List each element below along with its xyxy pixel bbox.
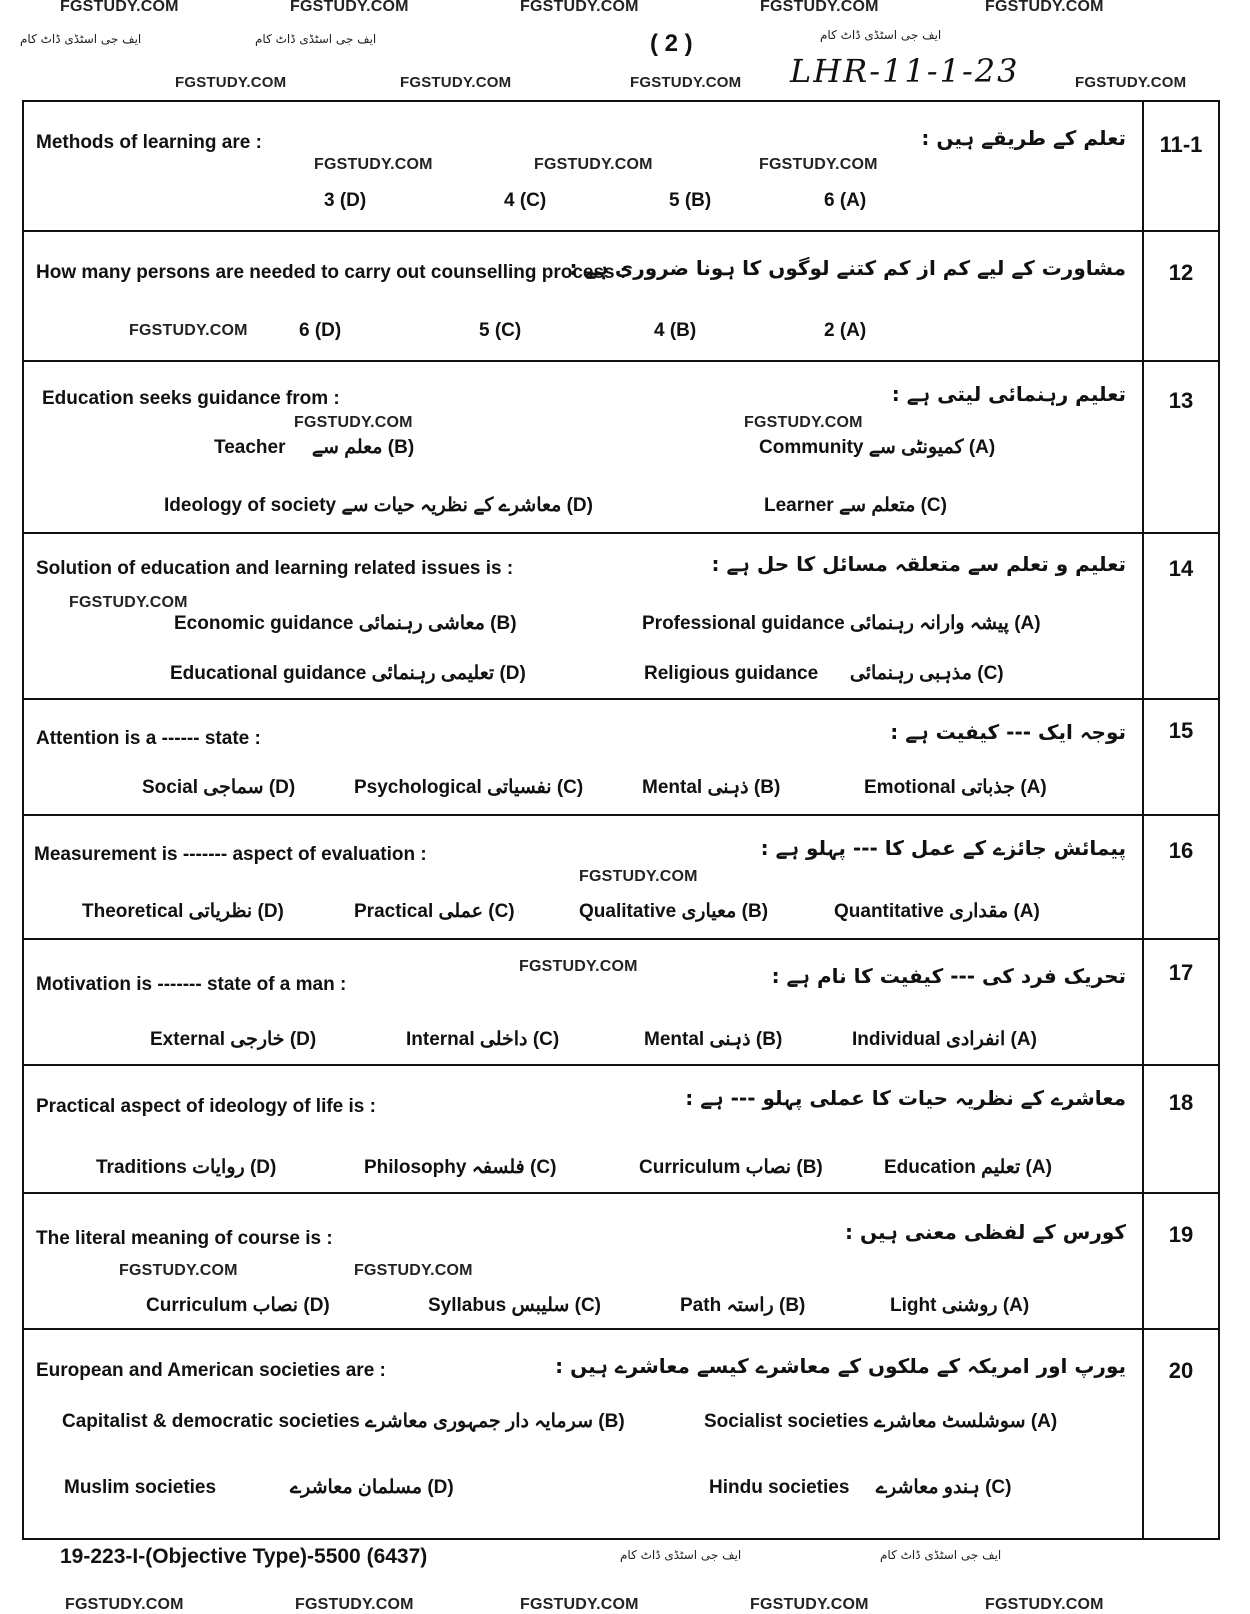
- question-urdu: تعلیم رہنمائی لیتی ہے :: [891, 382, 1126, 406]
- question-row: 11-1 Methods of learning are : تعلم کے طریقے ہیں : FGSTUDY.COM FGSTUDY.COM FGSTUDY.COM 6 (A) 5 (B) 4 (C) 3 (D): [24, 102, 1218, 232]
- question-row: [24, 1328, 1218, 1538]
- option-c[interactable]: Religious guidance مذہبی رہنمائی (C): [644, 663, 1004, 684]
- option-c[interactable]: Learner متعلم سے (C): [764, 495, 947, 516]
- question-english: Solution of education and learning related issues is :: [36, 558, 514, 579]
- option-b[interactable]: Teacher معلم سے (B): [214, 437, 415, 458]
- option-c[interactable]: 5 (C): [479, 320, 522, 341]
- handwritten-paper-code: LHR-11-1-23: [790, 52, 1020, 90]
- watermark: FGSTUDY.COM: [985, 1596, 1104, 1613]
- watermark: FGSTUDY.COM: [1075, 74, 1187, 91]
- question-number: 19: [1168, 1222, 1194, 1247]
- watermark-urdu: ایف جی اسٹڈی ڈاٹ کام: [620, 1548, 742, 1562]
- question-urdu: معاشرے کے نظریہ حیات کا عملی پہلو --- ہے :: [685, 1086, 1126, 1110]
- watermark: FGSTUDY.COM: [760, 0, 879, 15]
- option-c[interactable]: Internal داخلی (C): [406, 1029, 560, 1050]
- option-a[interactable]: Quantitative مقداری (A): [834, 901, 1040, 922]
- watermark: FGSTUDY.COM: [295, 1596, 414, 1613]
- question-row: 12 How many persons are needed to carry out counselling process : مشاورت کے لیے کم از کم کتنے لوگوں کا ہونا ضروری ہے : FGSTUDY.COM 2 (A) 4 (B) 5 (C) 6 (D): [24, 230, 1218, 362]
- option-b[interactable]: Mental ذہنی (B): [644, 1029, 783, 1050]
- watermark: FGSTUDY.COM: [290, 0, 409, 15]
- paper-footer-code: 19-223-I-(Objective Type)-5500 (6437): [60, 1545, 428, 1568]
- question-row: 19 The literal meaning of course is : کورس کے لفظی معنی ہیں : FGSTUDY.COM FGSTUDY.COM Light روشنی (A) Path راستہ (B) Syllabus سلیبس (C) Curriculum نصاب (D): [24, 1192, 1218, 1330]
- question-number: 15: [1168, 718, 1194, 743]
- page-number: ( 2 ): [650, 30, 693, 57]
- question-row: [24, 1064, 1218, 1194]
- watermark: FGSTUDY.COM: [60, 0, 179, 15]
- watermark-urdu: ایف جی اسٹڈی ڈاٹ کام: [880, 1548, 1002, 1562]
- question-number: 13: [1168, 388, 1194, 413]
- question-number: 11-1: [1159, 132, 1203, 157]
- watermark: FGSTUDY.COM: [175, 74, 287, 91]
- question-urdu: تحریک فرد کی --- کیفیت کا نام ہے :: [771, 964, 1126, 988]
- option-b[interactable]: Qualitative معیاری (B): [579, 901, 769, 922]
- question-english: How many persons are needed to carry out counselling process :: [36, 262, 627, 283]
- option-a[interactable]: 2 (A): [824, 320, 867, 341]
- question-urdu: کورس کے لفظی معنی ہیں :: [844, 1220, 1126, 1244]
- watermark: FGSTUDY.COM: [985, 0, 1104, 15]
- question-urdu: توجہ ایک --- کیفیت ہے :: [890, 720, 1126, 744]
- option-c[interactable]: Philosophy فلسفہ (C): [364, 1157, 557, 1178]
- option-d[interactable]: 6 (D): [299, 320, 342, 341]
- question-number: 20: [1168, 1358, 1194, 1383]
- option-b[interactable]: 5 (B): [669, 190, 712, 211]
- option-c[interactable]: Hindu societies ہندو معاشرے (C): [709, 1477, 1012, 1498]
- question-row: 16 Measurement is ------- aspect of evaluation : پیمائش جائزے کے عمل کا --- پہلو ہے : FGSTUDY.COM Quantitative مقداری (A) Qualitative معیاری (B) Practical عملی (C) Theoretical نظریاتی (D): [24, 814, 1218, 940]
- question-row: 14 Solution of education and learning related issues is : تعلیم و تعلم سے متعلقہ مسائل کا حل ہے : FGSTUDY.COM Professional guidance پیشہ وارانہ رہنمائی (A) Economic guidance معاشی رہنمائی (B) Religious guidance مذہبی رہنمائی (C) Educational guidance تعلیمی رہنمائی (D): [24, 532, 1218, 700]
- option-d[interactable]: Social سماجی (D): [142, 777, 296, 798]
- option-b[interactable]: Capitalist & democratic societies سرمایہ دار جمہوری معاشرے (B): [62, 1411, 625, 1432]
- question-english: Measurement is ------- aspect of evaluation :: [34, 844, 427, 865]
- question-sheet: [22, 100, 1220, 1540]
- option-d[interactable]: Traditions روایات (D): [96, 1157, 277, 1178]
- watermark-urdu: ایف جی اسٹڈی ڈاٹ کام: [255, 32, 377, 46]
- option-d[interactable]: External خارجی (D): [150, 1029, 317, 1050]
- question-number: 12: [1168, 260, 1194, 285]
- option-b[interactable]: 4 (B): [654, 320, 697, 341]
- option-a[interactable]: 6 (A): [824, 190, 867, 211]
- question-number: 18: [1168, 1090, 1194, 1115]
- option-a[interactable]: Community کمیونٹی سے (A): [759, 437, 996, 458]
- question-urdu: تعلیم و تعلم سے متعلقہ مسائل کا حل ہے :: [711, 552, 1126, 576]
- question-number: 17: [1168, 960, 1194, 985]
- option-a[interactable]: Professional guidance پیشہ وارانہ رہنمائی (A): [642, 613, 1041, 634]
- watermark: FGSTUDY.COM: [65, 1596, 184, 1613]
- question-urdu: مشاورت کے لیے کم از کم کتنے لوگوں کا ہونا ضروری ہے :: [569, 256, 1126, 280]
- question-english: European and American societies are :: [36, 1360, 386, 1381]
- option-b[interactable]: Curriculum نصاب (B): [639, 1157, 823, 1178]
- option-a[interactable]: Light روشنی (A): [890, 1295, 1030, 1316]
- question-row: 17 Motivation is ------- state of a man : تحریک فرد کی --- کیفیت کا نام ہے : FGSTUDY.COM Individual انفرادی (A) Mental ذہنی (B) Internal داخلی (C) External خارجی (D): [24, 938, 1218, 1066]
- question-urdu: پیمائش جائزے کے عمل کا --- پہلو ہے :: [760, 836, 1126, 860]
- option-d[interactable]: Muslim societies مسلمان معاشرے (D): [64, 1477, 454, 1498]
- watermark-urdu: ایف جی اسٹڈی ڈاٹ کام: [20, 32, 142, 46]
- question-english: Practical aspect of ideology of life is :: [36, 1096, 376, 1117]
- option-a[interactable]: Education تعلیم (A): [884, 1157, 1052, 1178]
- option-d[interactable]: Curriculum نصاب (D): [146, 1295, 330, 1316]
- option-a[interactable]: Individual انفرادی (A): [852, 1029, 1037, 1050]
- watermark: FGSTUDY.COM: [520, 1596, 639, 1613]
- option-d[interactable]: Theoretical نظریاتی (D): [82, 901, 284, 922]
- question-english: Methods of learning are :: [36, 132, 262, 153]
- question-row: 13 Education seeks guidance from : تعلیم رہنمائی لیتی ہے : FGSTUDY.COM FGSTUDY.COM Community کمیونٹی سے (A) Teacher معلم سے (B) Learner متعلم سے (C) Ideology of society معاشرے کے نظریہ حیات سے (D): [24, 360, 1218, 534]
- question-row: [24, 698, 1218, 816]
- option-b[interactable]: Path راستہ (B): [680, 1295, 806, 1316]
- watermark: FGSTUDY.COM: [520, 0, 639, 15]
- watermark: FGSTUDY.COM: [750, 1596, 869, 1613]
- option-c[interactable]: 4 (C): [504, 190, 547, 211]
- option-c[interactable]: Psychological نفسیاتی (C): [354, 777, 584, 798]
- option-d[interactable]: 3 (D): [324, 190, 367, 211]
- question-english: Education seeks guidance from :: [42, 388, 340, 409]
- question-urdu: یورپ اور امریکہ کے ملکوں کے معاشرے کیسے معاشرے ہیں :: [555, 1354, 1126, 1378]
- option-b[interactable]: Mental ذہنی (B): [642, 777, 781, 798]
- watermark-urdu: ایف جی اسٹڈی ڈاٹ کام: [820, 28, 942, 42]
- watermark: FGSTUDY.COM: [400, 74, 512, 91]
- watermark: FGSTUDY.COM: [630, 74, 742, 91]
- option-c[interactable]: Syllabus سلیبس (C): [428, 1295, 602, 1316]
- option-a[interactable]: Socialist societies سوشلسٹ معاشرے (A): [704, 1411, 1058, 1432]
- question-number: 16: [1168, 838, 1194, 863]
- option-c[interactable]: Practical عملی (C): [354, 901, 515, 922]
- question-english: Attention is a ------ state :: [36, 728, 261, 749]
- question-english: The literal meaning of course is :: [36, 1228, 333, 1249]
- question-number: 14: [1168, 556, 1194, 581]
- question-english: Motivation is ------- state of a man :: [36, 974, 347, 995]
- option-a[interactable]: Emotional جذباتی (A): [864, 777, 1047, 798]
- option-d[interactable]: Educational guidance تعلیمی رہنمائی (D): [170, 663, 526, 684]
- option-d[interactable]: Ideology of society معاشرے کے نظریہ حیات سے (D): [164, 495, 593, 516]
- option-b[interactable]: Economic guidance معاشی رہنمائی (B): [174, 613, 517, 634]
- question-urdu: تعلم کے طریقے ہیں :: [921, 126, 1126, 150]
